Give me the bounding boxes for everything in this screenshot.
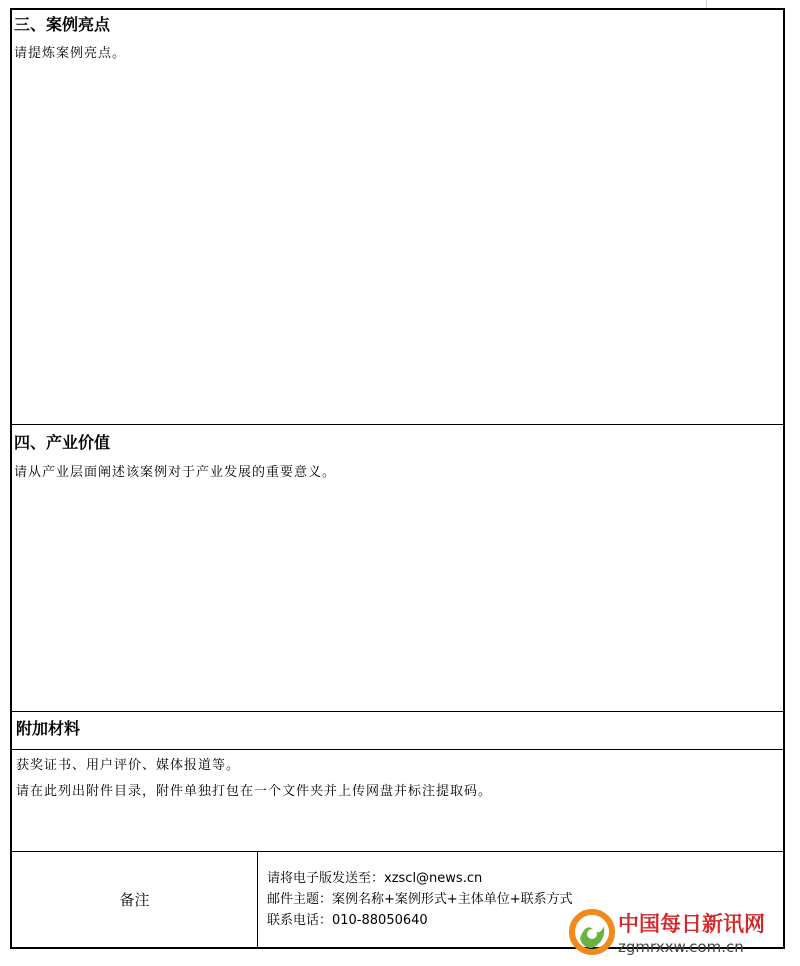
attachments-line-1: 获奖证书、用户评价、媒体报道等。 [16,758,241,773]
watermark-site-name: 中国每日新讯网 [618,911,765,936]
row-divider [10,749,785,750]
site-logo-icon [568,908,616,960]
remarks-email-line: 请将电子版发送至：xzscl@news.cn [267,871,483,886]
remarks-phone-line: 联系电话：010-88050640 [267,913,428,928]
remarks-label-text: 备注 [119,891,150,909]
row-divider [10,711,785,712]
section-title-highlights: 三、案例亮点 [14,15,111,34]
highlights-input-area[interactable] [12,66,783,421]
watermark-site-url: zgmrxxw.com.cn [618,938,744,956]
section-hint-value: 请从产业层面阐述该案例对于产业发展的重要意义。 [14,465,337,480]
section-title-attachments: 附加材料 [16,719,81,738]
value-input-area[interactable] [12,485,783,707]
remarks-label [12,852,257,947]
attachments-line-2: 请在此列出附件目录，附件单独打包在一个文件夹并上传网盘并标注提取码。 [16,784,493,799]
remarks-subject-line: 邮件主题：案例名称+案例形式+主体单位+联系方式 [267,892,573,907]
section-hint-highlights: 请提炼案例亮点。 [14,46,127,61]
site-watermark [568,904,798,964]
column-divider [257,851,258,948]
section-title-value: 四、产业价值 [14,433,111,452]
row-divider [10,424,785,425]
page-edge-mark [706,0,707,8]
